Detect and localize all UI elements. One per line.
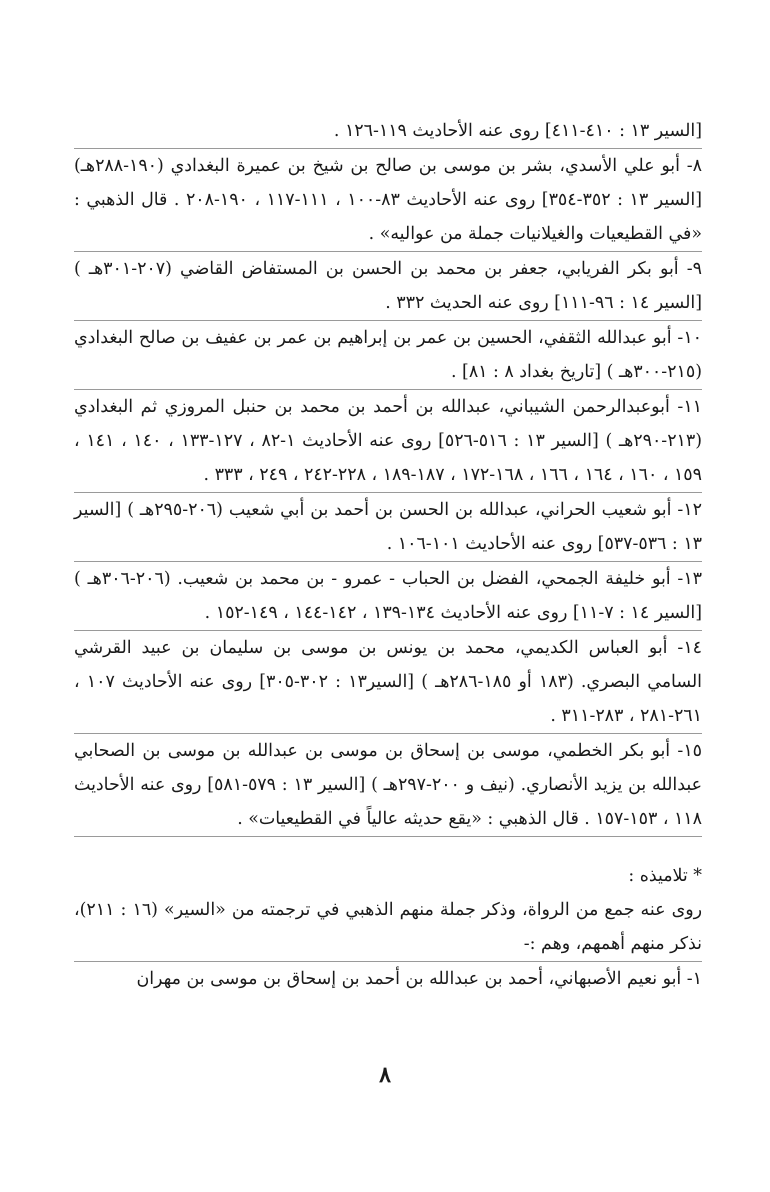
page-body — [74, 114, 702, 996]
entry-13: ١٣- أبو خليفة الجمحي، الفضل بن الحباب - عمرو - بن محمد بن شعيب. (٢٠٦-٣٠٦هـ ) [السير ١٤ : ٧-١١] روى عنه الأحاديث ١٣٤-١٣٩ ، ١٤٢-١٤٤ ، ١٤٩-١٥٢ . — [74, 562, 702, 631]
entry-12: ١٢- أبو شعيب الحراني، عبدالله بن الحسن بن أحمد بن أبي شعيب (٢٠٦-٢٩٥هـ ) [السير ١٣ : ٥٣٦-٥٣٧] روى عنه الأحاديث ١٠١-١٠٦ . — [74, 493, 702, 562]
entry-11: ١١- أبوعبدالرحمن الشيباني، عبدالله بن أحمد بن محمد بن حنبل المروزي ثم البغدادي (٢١٣-٢٩٠هـ ) [السير ١٣ : ٥١٦-٥٢٦] روى عنه الأحاديث ١-٨٢ ، ١٢٧-١٣٣ ، ١٤٠ ، ١٤١ ، ١٥٩ ، ١٦٠ ، ١٦٤ ، ١٦٦ ، ١٦٨-١٧٢ ، ١٨٧-١٨٩ ، ٢٢٨-٢٤٢ ، ٢٤٩ ، ٣٣٣ . — [74, 390, 702, 493]
entry-9: ٩- أبو بكر الفريابي، جعفر بن محمد بن الحسن بن المستفاض القاضي (٢٠٧-٣٠١هـ ) [السير ١٤ : ٩٦-١١١] روى عنه الحديث ٣٣٢ . — [74, 252, 702, 321]
paragraph-sayr-ref: [السير ١٣ : ٤١٠-٤١١] روى عنه الأحاديث ١١٩-١٢٦ . — [74, 114, 702, 149]
page-number: ٨ — [379, 1062, 391, 1088]
entry-10: ١٠- أبو عبدالله الثقفي، الحسين بن عمر بن إبراهيم بن عمر بن عفيف بن صالح البغدادي (٢١٥-٣٠٠هـ ) [تاريخ بغداد ٨ : ٨١] . — [74, 321, 702, 390]
section-heading-students: * تلاميذه : — [628, 866, 702, 886]
student-entry-1: ١- أبو نعيم الأصبهاني، أحمد بن عبدالله بن أحمد بن إسحاق بن موسى بن مهران — [136, 969, 702, 989]
entry-14: ١٤- أبو العباس الكديمي، محمد بن يونس بن موسى بن سليمان بن عبيد القرشي السامي البصري. (١٨٣ أو ١٨٥-٢٨٦هـ ) [السير١٣ : ٣٠٢-٣٠٥] روى عنه الأحاديث ١٠٧ ، ٢٦١-٢٨١ ، ٢٨٣-٣١١ . — [74, 631, 702, 734]
students-intro: روى عنه جمع من الرواة، وذكر جملة منهم الذهبي في ترجمته من «السير» (١٦ : ٢١١)، نذكر منهم أهمهم، وهم :- — [74, 893, 702, 962]
entry-15: ١٥- أبو بكر الخطمي، موسى بن إسحاق بن موسى بن عبدالله بن موسى بن الصحابي عبدالله بن يزيد الأنصاري. (نيف و ٢٠٠-٢٩٧هـ ) [السير ١٣ : ٥٧٩-٥٨١] روى عنه الأحاديث ١١٨ ، ١٥٣-١٥٧ . قال الذهبي : «يقع حديثه عالياً في القطيعيات» . — [74, 734, 702, 837]
entry-8: ٨- أبو علي الأسدي، بشر بن موسى بن صالح بن شيخ بن عميرة البغدادي (١٩٠-٢٨٨هـ) [السير ١٣ : ٣٥٢-٣٥٤] روى عنه الأحاديث ٨٣-١٠٠ ، ١١١-١١٧ ، ١٩٠-٢٠٨ . قال الذهبي : «في القطيعيات والغيلانيات جملة من عواليه» . — [74, 149, 702, 252]
